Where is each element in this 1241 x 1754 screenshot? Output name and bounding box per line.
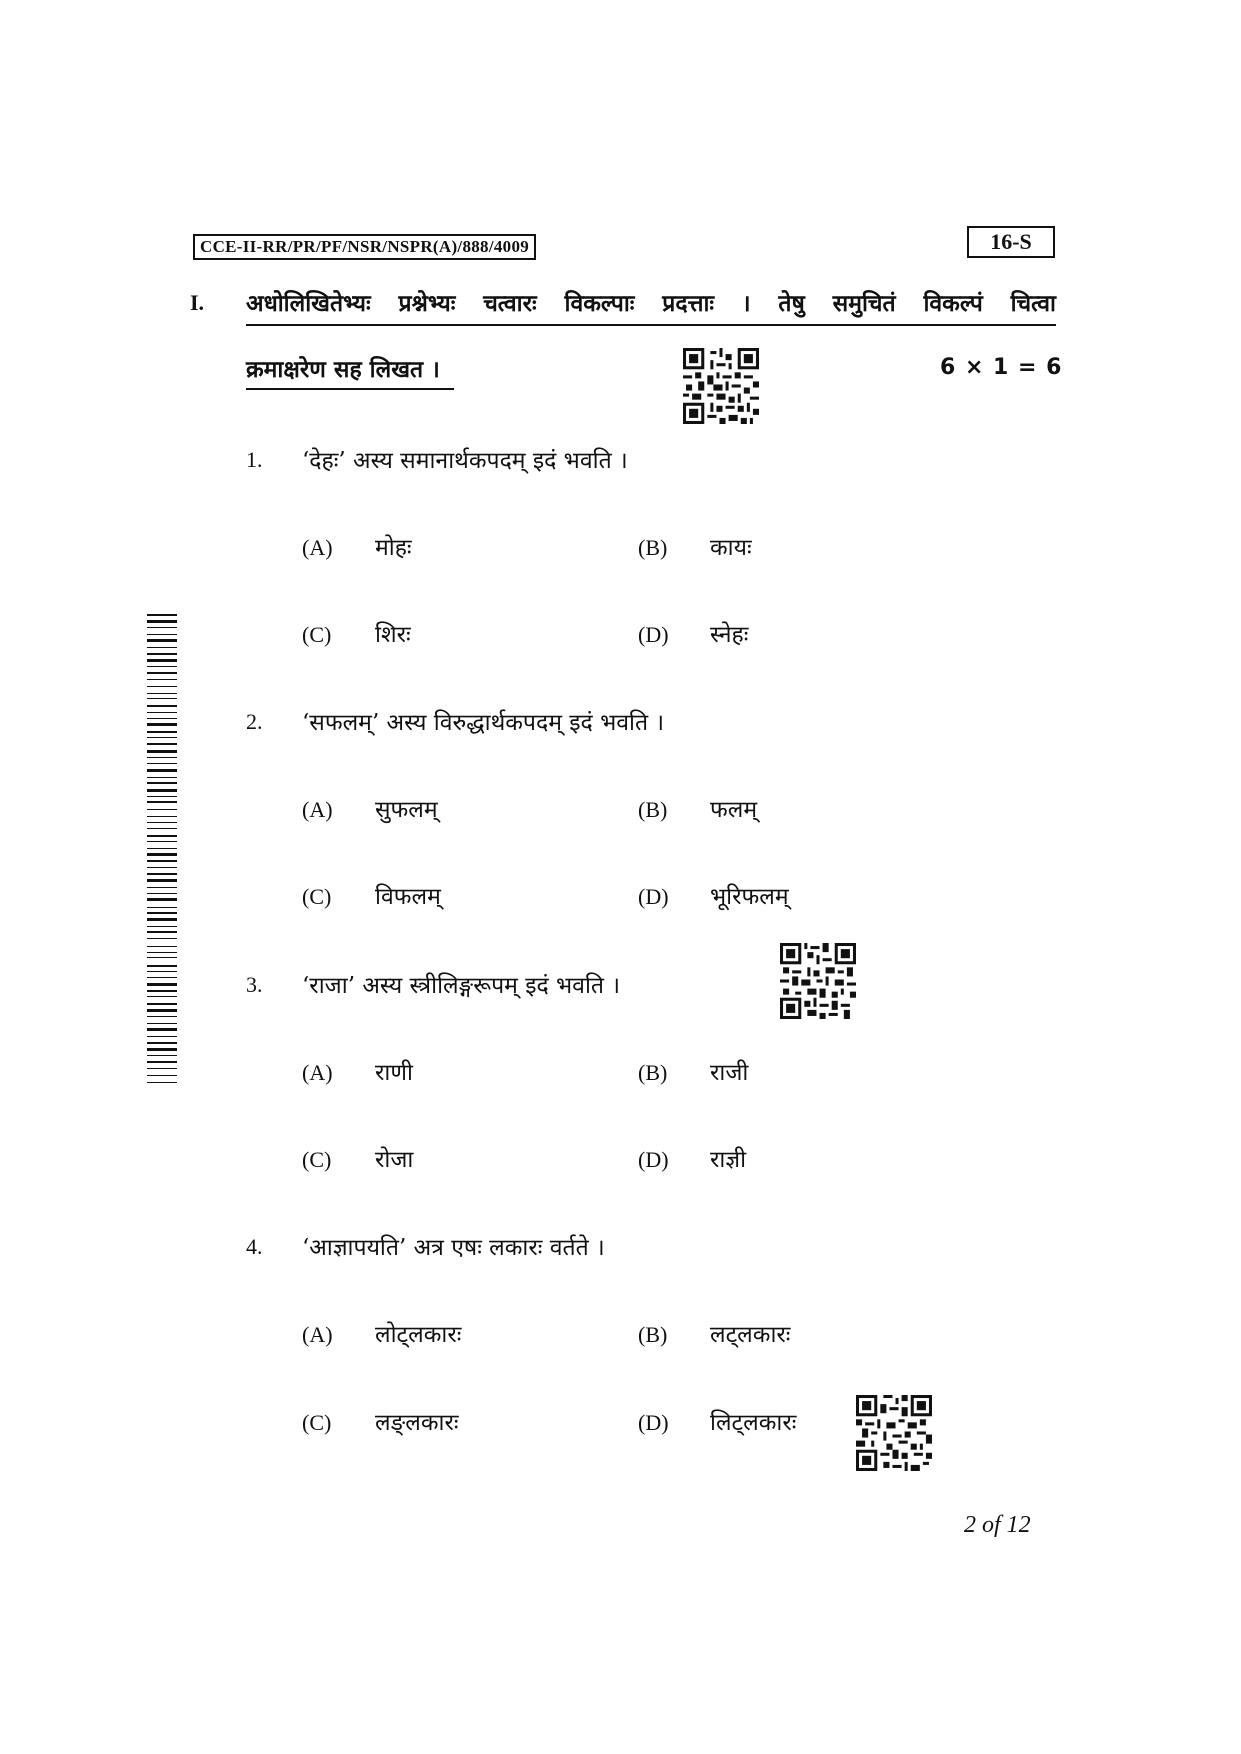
option-label: (B) [638,535,668,560]
option-text: लट्लकारः [710,1322,791,1348]
subject-code: 16-S [967,226,1055,258]
option-label: (C) [302,622,332,647]
page-indicator: 2 of 12 [964,1512,1031,1538]
barcode-icon [147,614,177,1084]
qr-code-icon [683,348,759,424]
section-instruction-line2: क्रमाक्षरेण सह लिखत । [246,356,440,383]
option-label: (A) [302,1060,333,1085]
option-label: (C) [302,884,332,909]
option-text: भूरिफलम् [710,884,789,910]
option-text: फलम् [710,797,758,823]
option-text: विफलम् [375,884,441,910]
option-text: स्नेहः [710,622,749,648]
option-label: (B) [638,1322,668,1347]
instruction-underline-2 [246,388,454,390]
option-text: शिरः [375,622,411,648]
qr-code-icon [780,943,856,1019]
section-instruction-line1: अधोलिखितेभ्यः प्रश्नेभ्यः चत्वारः विकल्पाः प्रदत्ताः । तेषु समुचितं विकल्पं चित्वा [246,290,1056,317]
option-text: राजी [710,1060,749,1086]
question-number: 1. [246,447,263,472]
option-text: मोहः [375,535,412,561]
option-text: राणी [375,1060,413,1086]
question-text: ‘राजा’ अस्य स्त्रीलिङ्गरूपम् इदं भवति । [302,973,621,999]
option-label: (C) [302,1147,332,1172]
question-number: 4. [246,1234,263,1259]
question-text: ‘देहः’ अस्य समानार्थकपदम् इदं भवति । [302,448,628,474]
option-label: (D) [638,622,669,647]
option-text: सुफलम् [375,797,438,823]
option-text: कायः [710,535,752,561]
paper-code: CCE-II-RR/PR/PF/NSR/NSPR(A)/888/4009 [193,234,536,260]
option-label: (A) [302,797,333,822]
instruction-underline-1 [246,324,1056,326]
option-label: (D) [638,1410,669,1435]
option-text: लङ्लकारः [375,1410,459,1436]
qr-code-icon [856,1395,932,1471]
option-text: राज्ञी [710,1147,747,1173]
question-number: 3. [246,972,263,997]
option-label: (B) [638,1060,668,1085]
option-label: (A) [302,535,333,560]
section-marks: 6 × 1 = 6 [940,355,1063,380]
option-label: (D) [638,884,669,909]
question-text: ‘सफलम्’ अस्य विरुद्धार्थकपदम् इदं भवति । [302,710,665,736]
option-label: (B) [638,797,668,822]
section-number: I. [190,290,205,315]
option-label: (A) [302,1322,333,1347]
option-label: (C) [302,1410,332,1435]
option-text: रोजा [375,1147,414,1173]
question-text: ‘आज्ञापयति’ अत्र एषः लकारः वर्तते । [302,1235,605,1261]
option-label: (D) [638,1147,669,1172]
question-number: 2. [246,709,263,734]
option-text: लिट्लकारः [710,1410,797,1436]
option-text: लोट्लकारः [375,1322,462,1348]
